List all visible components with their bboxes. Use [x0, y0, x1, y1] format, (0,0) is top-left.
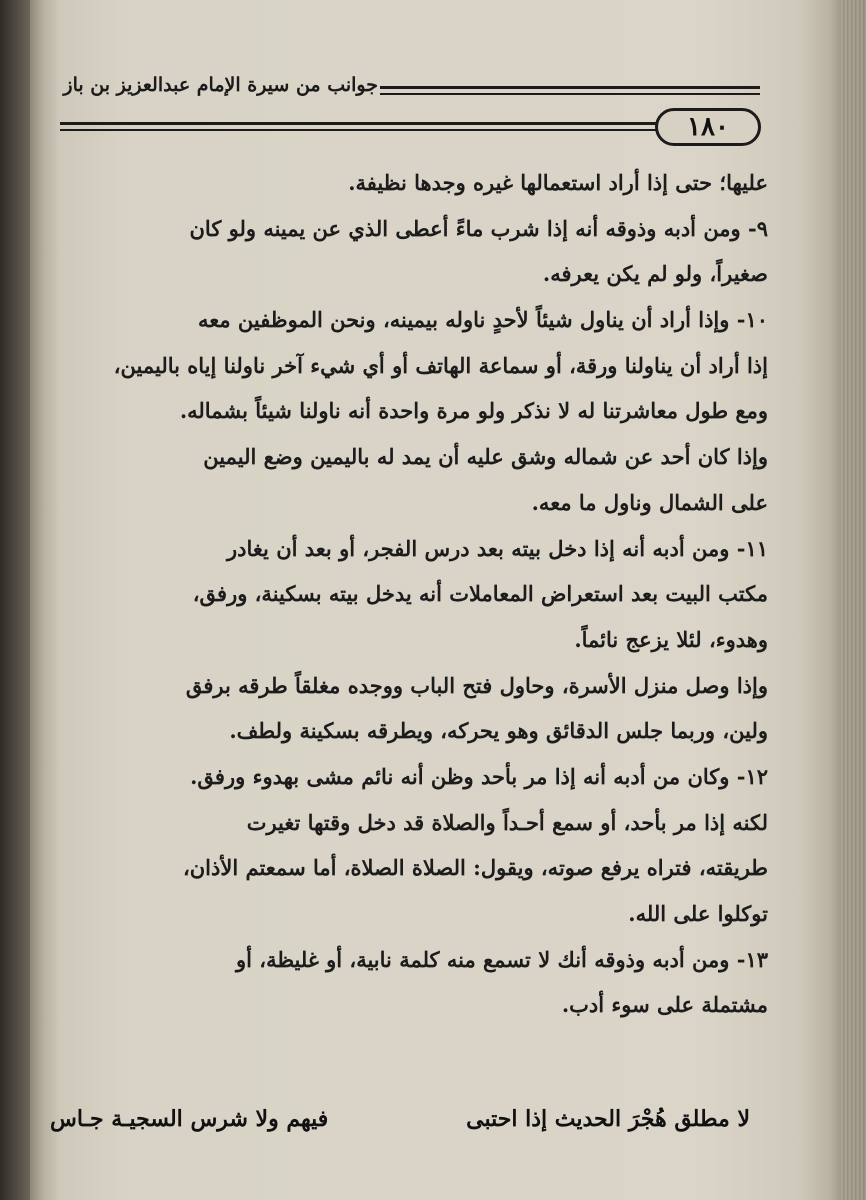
text-line: ١٢- وكان من أدبه أنه إذا مر بأحد وظن أنه نائم مشى بهدوء ورفق. — [190, 763, 768, 789]
header-rule-bottom — [60, 122, 660, 125]
book-gutter — [0, 0, 30, 1200]
verse-second-hemistich: فيهم ولا شرس السجيـة جـاس — [50, 1106, 329, 1132]
text-line: ١٣- ومن أدبه وذوقه أنك لا تسمع منه كلمة نابية، أو غليظة، أو — [236, 946, 768, 972]
header-rule-bottom-2 — [60, 129, 660, 131]
text-line: وهدوء، لئلا يزعج نائماً. — [574, 626, 768, 652]
body-text — [66, 160, 768, 1028]
text-line: ٩- ومن أدبه وذوقه أنه إذا شرب ماءً أعطى الذي عن يمينه ولو كان — [189, 215, 768, 241]
text-line: ولين، وربما جلس الدقائق وهو يحركه، ويطرقه بسكينة ولطف. — [229, 718, 768, 744]
text-line: وإذا كان أحد عن شماله وشق عليه أن يمد له باليمين وضع اليمين — [203, 444, 768, 470]
text-line: لكنه إذا مر بأحد، أو سمع أحـداً والصلاة قد دخل وقتها تغيرت — [246, 809, 768, 835]
header-rule-mid — [380, 93, 760, 95]
page-number: ١٨٠ — [655, 108, 761, 146]
text-line: مشتملة على سوء أدب. — [561, 992, 768, 1018]
text-line: ومع طول معاشرتنا له لا نذكر ولو مرة واحدة أنه ناولنا شيئاً بشماله. — [179, 398, 768, 424]
text-line: عليها؛ حتى إذا أراد استعمالها غيره وجدها نظيفة. — [348, 170, 768, 195]
running-title: جوانب من سيرة الإمام عبدالعزيز بن باز — [63, 74, 378, 96]
text-line: صغيراً، ولو لم يكن يعرفه. — [542, 261, 768, 287]
page-stack-edge — [840, 0, 866, 1200]
header-rule-top — [380, 86, 760, 89]
text-line: طريقته، فتراه يرفع صوته، ويقول: الصلاة الصلاة، أما سمعتم الأذان، — [182, 855, 768, 881]
verse-first-hemistich: لا مطلق هُجْرَ الحديث إذا احتبى — [466, 1106, 750, 1132]
text-line: ١١- ومن أدبه أنه إذا دخل بيته بعد درس الفجر، أو بعد أن يغادر — [227, 535, 768, 561]
text-line: إذا أراد أن يناولنا ورقة، أو سماعة الهاتف أو أي شيء آخر ناولنا إياه باليمين، — [113, 352, 768, 378]
text-line: وإذا وصل منزل الأسرة، وحاول فتح الباب ووجده مغلقاً طرقه برفق — [185, 672, 768, 698]
text-line: مكتب البيت بعد استعراض المعاملات أنه يدخل بيته بسكينة، ورفق، — [192, 581, 768, 607]
text-line: على الشمال وناول ما معه. — [531, 489, 768, 515]
text-line: ١٠- وإذا أراد أن يناول شيئاً لأحدٍ ناوله بيمينه، ونحن الموظفين معه — [197, 307, 768, 333]
text-line: توكلوا على الله. — [628, 901, 768, 926]
poetry-verse — [50, 1100, 750, 1150]
